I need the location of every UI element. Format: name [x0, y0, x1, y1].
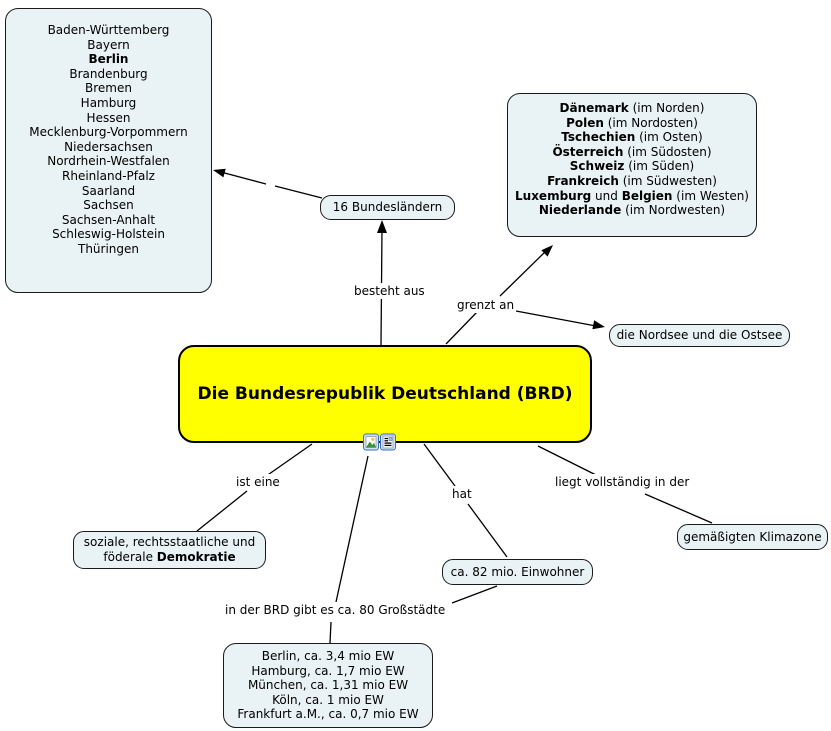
node-demokratie[interactable]	[73, 531, 266, 569]
text-line: München, ca. 1,31 mio EW	[247, 678, 409, 693]
text-line: Mecklenburg-Vorpommern	[29, 125, 188, 140]
text-line: Brandenburg	[69, 66, 148, 81]
text-line: Sachsen-Anhalt	[61, 212, 156, 227]
node-einwohner[interactable]: ca. 82 mio. Einwohner	[442, 559, 593, 585]
text-line: Köln, ca. 1 mio EW	[272, 692, 384, 707]
link-label-besteht-aus[interactable]: besteht aus	[354, 284, 425, 298]
node-klimazone[interactable]: gemäßigten Klimazone	[677, 524, 828, 550]
text-line: Schleswig-Holstein	[52, 227, 165, 242]
link-label-hat[interactable]: hat	[452, 487, 472, 501]
text-line: Baden-Württemberg	[47, 23, 170, 37]
image-resource-icon[interactable]	[363, 433, 379, 451]
text-line: Thüringen	[77, 241, 140, 256]
text-resource-icon[interactable]	[380, 433, 396, 451]
root-node-brd[interactable]	[178, 345, 592, 443]
text-line: Schweiz (im Süden)	[569, 159, 695, 174]
node-nordsee-ostsee[interactable]: die Nordsee und die Ostsee	[609, 324, 790, 347]
text-line: Niedersachsen	[64, 139, 153, 154]
text-line: Hessen	[86, 110, 131, 125]
text-line: föderale Demokratie	[103, 550, 236, 564]
node-grossstaedte-cities[interactable]	[223, 643, 433, 728]
text-line: Österreich (im Südosten)	[552, 144, 712, 159]
text-line: Tschechien (im Osten)	[561, 130, 703, 145]
link-label-liegt-vollstaendig[interactable]: liegt vollständig in der	[555, 475, 690, 489]
link-label-grossstaedte[interactable]: in der BRD gibt es ca. 80 Großstädte	[225, 603, 446, 617]
text-line: Sachsen	[83, 198, 134, 213]
text-line: soziale, rechtsstaatliche und	[83, 535, 256, 550]
root-node-title: Die Bundesrepublik Deutschland (BRD)	[197, 384, 573, 404]
node-neighbor-countries[interactable]	[507, 93, 757, 237]
text-line: Frankfurt a.M., ca. 0,7 mio EW	[237, 707, 419, 722]
text-line: Frankreich (im Südwesten)	[547, 173, 717, 188]
text-line: Hamburg, ca. 1,7 mio EW	[251, 663, 405, 678]
node-bundeslaender-list[interactable]	[5, 8, 212, 293]
text-line: Rheinland-Pfalz	[62, 168, 155, 183]
text-line: Luxemburg und Belgien (im Westen)	[515, 188, 749, 203]
text-line: Berlin	[88, 52, 129, 67]
link-label-ist-eine[interactable]: ist eine	[236, 475, 280, 489]
text-line: Berlin, ca. 3,4 mio EW	[261, 649, 395, 663]
text-line: Bremen	[85, 81, 132, 96]
link-label-grenzt-an[interactable]: grenzt an	[457, 298, 515, 312]
text-line: Nordrhein-Westfalen	[47, 154, 170, 169]
node-bundeslaender-count[interactable]: 16 Bundesländern	[320, 195, 455, 220]
text-line: Hamburg	[80, 95, 137, 110]
text-line: Bayern	[87, 37, 130, 52]
text-line: Polen (im Nordosten)	[566, 115, 698, 130]
text-line: Niederlande (im Nordwesten)	[538, 203, 726, 218]
text-line: Saarland	[81, 183, 136, 198]
text-line: Dänemark (im Norden)	[559, 101, 705, 115]
